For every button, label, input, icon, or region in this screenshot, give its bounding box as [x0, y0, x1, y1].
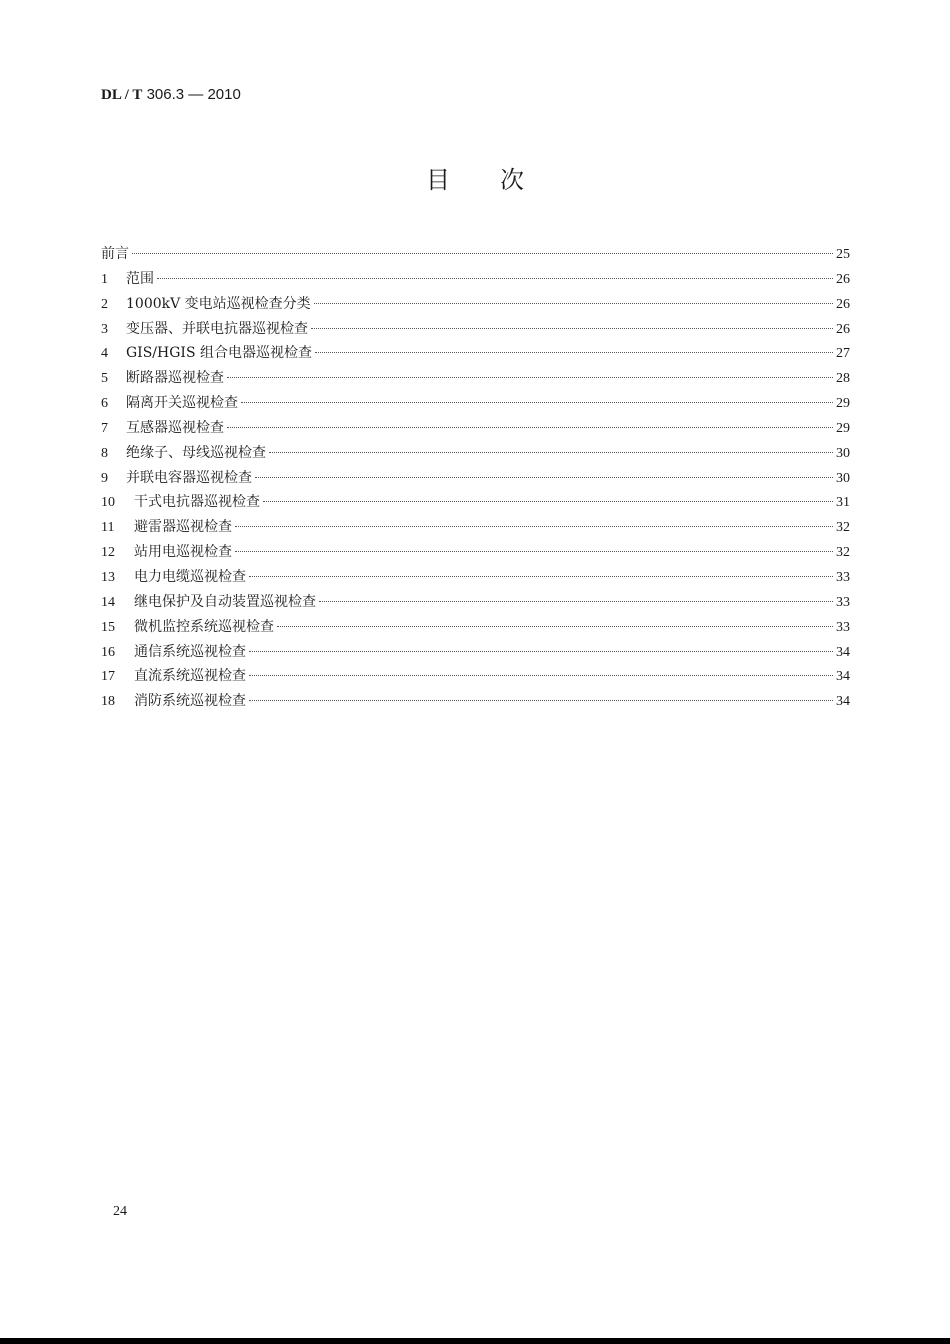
toc-entry-number: 9: [101, 470, 108, 486]
standard-code-prefix: DL / T: [101, 87, 143, 103]
toc-entry-page: 34: [836, 669, 850, 685]
toc-entry-number: 6: [101, 396, 108, 412]
toc-entry[interactable]: [101, 516, 850, 541]
toc-entry-label: 范围: [126, 270, 154, 287]
toc-entry-label: 并联电容器巡视检查: [126, 469, 252, 486]
standard-code-number: 306.3 — 2010: [142, 86, 241, 103]
toc-entry-page: 26: [836, 271, 850, 287]
toc-entry-page: 29: [836, 396, 850, 412]
toc-entry-page: 25: [836, 247, 850, 262]
toc-entry[interactable]: [101, 268, 850, 293]
toc-entry-label: 避雷器巡视检查: [134, 519, 232, 536]
toc-entry-label: 互感器巡视检查: [126, 419, 224, 436]
toc-entry-number: 18: [101, 694, 115, 710]
toc-dot-leader: [314, 303, 833, 304]
toc-entry-page: 26: [836, 296, 850, 312]
standard-code: [101, 86, 241, 104]
toc-entry-number: 5: [101, 371, 108, 387]
page-number: 24: [113, 1204, 127, 1219]
bottom-edge-bar: [0, 1338, 950, 1344]
toc-dot-leader: [235, 526, 833, 527]
toc-entry-number: 8: [101, 445, 108, 461]
toc-entry[interactable]: [101, 467, 850, 492]
toc-entry-page: 27: [836, 346, 850, 362]
page-title: 目次: [426, 166, 574, 194]
toc-entry-page: 33: [836, 594, 850, 610]
toc-entry-number: 17: [101, 669, 115, 685]
toc-entry[interactable]: [101, 318, 850, 343]
toc-dot-leader: [269, 452, 833, 453]
toc-entry-number: 11: [101, 520, 115, 536]
toc-dot-leader: [249, 651, 833, 652]
toc-entry-page: 26: [836, 321, 850, 337]
toc-entry-label: 继电保护及自动装置巡视检查: [134, 593, 316, 610]
toc-dot-leader: [235, 551, 833, 552]
toc-entry-number: 1: [101, 271, 108, 287]
toc-dot-leader: [249, 675, 833, 676]
toc-entry[interactable]: [101, 417, 850, 442]
toc-entry[interactable]: [101, 442, 850, 467]
toc-entry-page: 31: [836, 495, 850, 511]
toc-dot-leader: [315, 352, 833, 353]
toc-entry[interactable]: [101, 566, 850, 591]
toc-entry-page: 28: [836, 371, 850, 387]
toc-dot-leader: [277, 626, 833, 627]
toc-entry[interactable]: [101, 665, 850, 690]
toc-entry-label: 绝缘子、母线巡视检查: [126, 444, 266, 461]
toc-entry[interactable]: [101, 491, 850, 516]
toc-entry[interactable]: [101, 342, 850, 367]
toc-entry-number: 14: [101, 594, 115, 610]
toc-entry[interactable]: [101, 243, 850, 268]
toc-dot-leader: [311, 328, 833, 329]
toc-dot-leader: [227, 427, 833, 428]
toc-entry[interactable]: [101, 367, 850, 392]
toc-entry-page: 32: [836, 520, 850, 536]
toc-entry-label: 通信系统巡视检查: [134, 643, 246, 660]
toc-entry-label: 直流系统巡视检查: [134, 668, 246, 685]
toc-entry[interactable]: [101, 541, 850, 566]
toc-entry-number: 12: [101, 545, 115, 561]
toc-entry-label: 断路器巡视检查: [126, 370, 224, 387]
toc-dot-leader: [249, 700, 833, 701]
toc-entry-number: 15: [101, 619, 115, 635]
toc-entry-number: 16: [101, 644, 115, 660]
toc-dot-leader: [132, 253, 833, 254]
toc-entry[interactable]: [101, 293, 850, 318]
toc-entry-label: 隔离开关巡视检查: [126, 395, 238, 412]
toc-entry-label: 站用电巡视检查: [134, 544, 232, 561]
toc-entry[interactable]: [101, 690, 850, 715]
toc-entry-number: 2: [101, 296, 108, 312]
toc-dot-leader: [319, 601, 833, 602]
toc-entry-label: 前言: [101, 246, 129, 262]
toc-dot-leader: [241, 402, 833, 403]
toc-dot-leader: [157, 278, 833, 279]
toc-entry-number: 10: [101, 495, 115, 511]
toc-dot-leader: [249, 576, 833, 577]
toc-entry-label: 干式电抗器巡视检查: [134, 494, 260, 511]
toc-entry-page: 29: [836, 420, 850, 436]
toc-entry-label: 1000kV 变电站巡视检查分类: [126, 295, 311, 312]
toc-entry-label: 微机监控系统巡视检查: [134, 618, 274, 635]
toc-entry[interactable]: [101, 641, 850, 666]
toc-entry-page: 32: [836, 545, 850, 561]
toc-dot-leader: [227, 377, 833, 378]
toc-entry-number: 13: [101, 569, 115, 585]
toc-entry-label: 消防系统巡视检查: [134, 693, 246, 710]
toc-dot-leader: [263, 501, 833, 502]
toc-entry[interactable]: [101, 616, 850, 641]
toc-entry-page: 34: [836, 694, 850, 710]
toc-dot-leader: [255, 477, 833, 478]
toc-entry-page: 30: [836, 445, 850, 461]
toc-entry-number: 3: [101, 321, 108, 337]
toc-entry-label: 变压器、并联电抗器巡视检查: [126, 320, 308, 337]
toc-entry-label: GIS/HGIS 组合电器巡视检查: [126, 345, 312, 362]
toc-entry-page: 33: [836, 569, 850, 585]
toc-entry-number: 7: [101, 420, 108, 436]
toc-entry-page: 33: [836, 619, 850, 635]
toc-entry-number: 4: [101, 346, 108, 362]
toc-entry-label: 电力电缆巡视检查: [134, 568, 246, 585]
toc-entry-page: 34: [836, 644, 850, 660]
table-of-contents: [101, 243, 850, 715]
toc-entry[interactable]: [101, 392, 850, 417]
toc-entry-page: 30: [836, 470, 850, 486]
toc-entry[interactable]: [101, 591, 850, 616]
